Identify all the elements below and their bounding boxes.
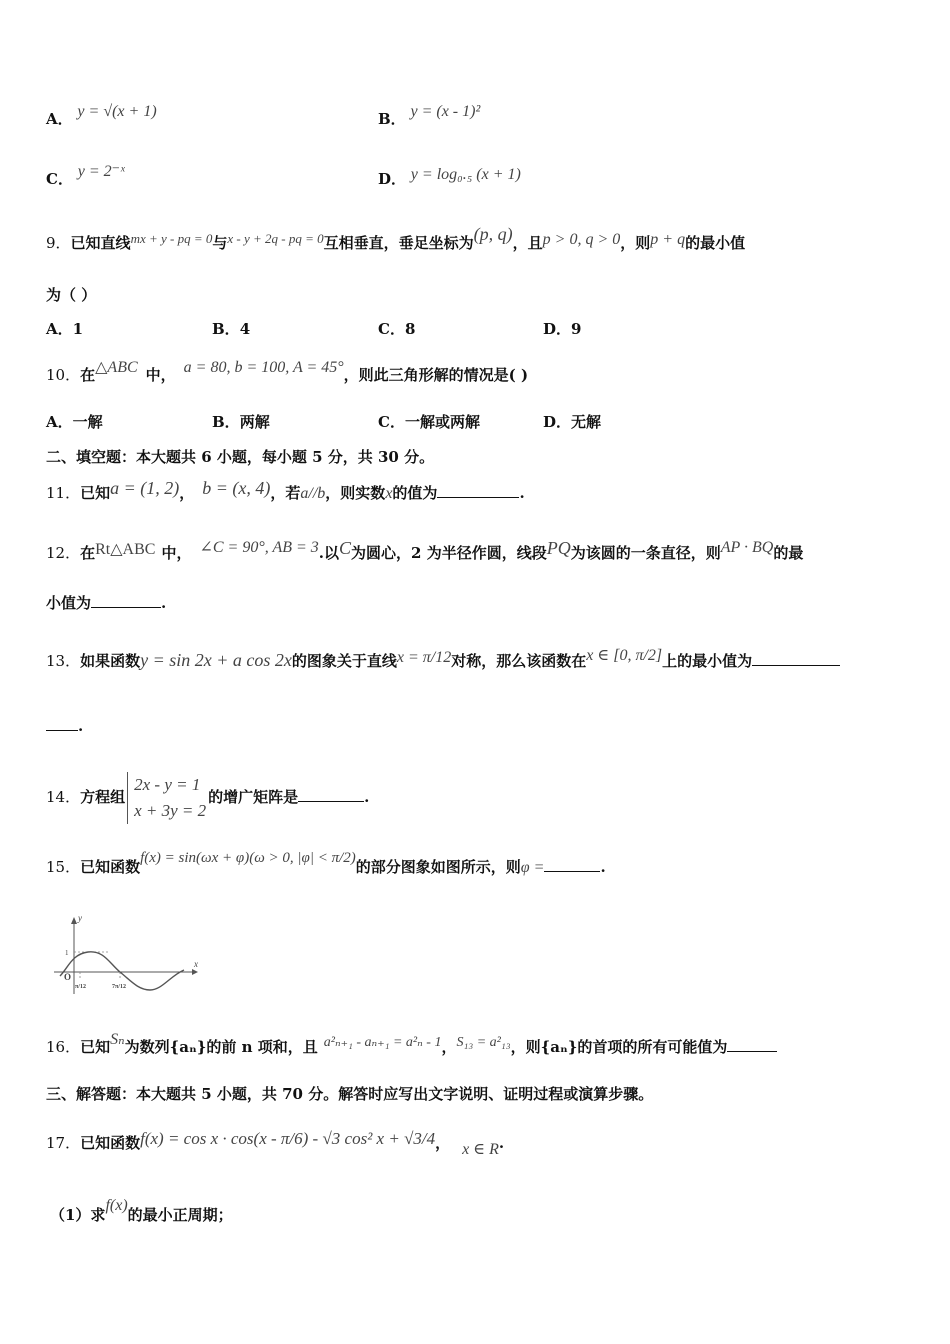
q13-text: 的图象关于直线 (291, 652, 397, 670)
math-expr: S₁₃ = a²₁₃ (456, 1035, 511, 1050)
answer-blank[interactable] (437, 483, 519, 498)
q9-text: 与 (212, 234, 228, 252)
q13-text: 如果函数 (80, 652, 141, 670)
equation-row: x + 3y = 2 (134, 801, 207, 820)
q9-option-d (543, 318, 581, 339)
math-expr: p + q (650, 231, 686, 248)
q12-text: 为圆心，2 为半径作圆，线段 (351, 544, 547, 562)
math-expr: f(x) (105, 1197, 128, 1214)
x-tick-label: 7π/12 (112, 984, 126, 990)
q11-text: 已知 (80, 484, 111, 502)
math-expr: f(x) = cos x · cos(x - π/6) - √3 cos² x + √3/4 (140, 1129, 436, 1148)
question-14 (46, 772, 369, 824)
q17-text: ， (435, 1134, 451, 1152)
question-number: 13． (46, 652, 81, 670)
option-label: C． (46, 170, 73, 188)
option-value: 一解 (72, 413, 103, 431)
q12-text: .以 (318, 544, 340, 562)
q17-text: . (498, 1134, 505, 1152)
q10-option-d (543, 411, 601, 432)
q10-text: 中， (145, 366, 176, 384)
q15-text: 已知函数 (80, 858, 141, 876)
q16-text: 为数列{aₙ}的前 n 项和，且 (124, 1038, 318, 1056)
q11-text: 的值为 (392, 484, 438, 502)
q14-text: 的增广矩阵是 (208, 788, 299, 806)
q17-1-text: 的最小正周期； (127, 1206, 233, 1224)
math-expr: x (385, 485, 393, 502)
option-value: 一解或两解 (404, 413, 480, 431)
math-expr: a²ₙ₊₁ - aₙ₊₁ = a²ₙ - 1 (323, 1035, 442, 1050)
q10-option-a (46, 411, 103, 432)
question-number: 12． (46, 544, 81, 562)
q9-text: 互相垂直，垂足坐标为 (323, 234, 474, 252)
question-11 (46, 478, 525, 503)
answer-blank[interactable] (91, 593, 161, 608)
option-label: D． (543, 320, 572, 338)
y-axis-label: y (78, 914, 82, 923)
section-heading: 二、填空题：本大题共 6 小题，每小题 5 分，共 30 分。 (46, 448, 435, 466)
q15-text: 的部分图象如图所示，则 (355, 858, 521, 876)
math-expr: p > 0, q > 0 (542, 231, 621, 248)
q8-option-c (46, 163, 125, 189)
option-label: B． (212, 413, 240, 431)
answer-blank[interactable] (298, 787, 364, 802)
math-expr: C (339, 538, 352, 558)
sine-graph (50, 914, 210, 998)
option-label: D． (378, 170, 407, 188)
q13-text: 上的最小值为 (662, 652, 753, 670)
q12-line2 (46, 592, 166, 613)
option-value: 9 (571, 320, 582, 338)
option-label: A． (46, 320, 73, 338)
question-15 (46, 850, 606, 877)
math-expr: a = 80, b = 100, A = 45° (183, 359, 344, 376)
question-number: 16． (46, 1038, 81, 1056)
equation-system (127, 772, 206, 824)
math-expr: △ABC (95, 359, 138, 376)
option-value: 8 (404, 320, 416, 338)
math-expr: x = π/12 (396, 649, 452, 666)
q16-text: 已知 (80, 1038, 111, 1056)
q10-option-c (378, 411, 480, 432)
q15-text: . (600, 858, 606, 876)
y-axis-arrow (71, 917, 77, 924)
q11-text: ，若 (270, 484, 301, 502)
question-number: 11． (46, 484, 81, 502)
q9-text: 的最小值 (685, 234, 746, 252)
q13-line2 (46, 716, 83, 735)
question-12 (46, 538, 804, 563)
math-expr: a//b (300, 485, 326, 502)
section-heading: 三、解答题：本大题共 5 小题，共 70 分。解答时应写出文字说明、证明过程或演算步骤。 (46, 1085, 654, 1103)
q10-option-b (212, 411, 270, 432)
q12-text: 为该圆的一条直径，则 (570, 544, 721, 562)
q12-text: 在 (80, 544, 96, 562)
math-expr: y = (x - 1)² (410, 103, 481, 120)
math-expr: x ∈ R (462, 1141, 499, 1158)
math-expr: ∠C = 90°, AB = 3 (199, 539, 319, 556)
answer-blank[interactable] (544, 857, 600, 872)
equation-row: 2x - y = 1 (134, 775, 201, 794)
question-number: 17． (46, 1134, 81, 1152)
math-expr: mx + y - pq = 0 (130, 231, 213, 246)
q8-option-b (378, 103, 481, 129)
q9-text: ，且 (512, 234, 543, 252)
q13-text: . (78, 717, 84, 735)
question-17 (46, 1129, 505, 1158)
question-number: 9． (46, 234, 71, 252)
math-expr: b = (x, 4) (202, 478, 271, 498)
option-value: 两解 (239, 413, 270, 431)
q9-text: ，则 (620, 234, 651, 252)
question-9 (46, 224, 746, 253)
x-tick-label: π/12 (75, 984, 86, 990)
math-expr: y = log₀.₅ (x + 1) (410, 166, 521, 183)
q14-text: . (364, 788, 370, 806)
option-label: D． (543, 413, 572, 431)
question-number: 10． (46, 366, 81, 384)
q9-option-a (46, 318, 83, 339)
math-expr: φ = (520, 859, 545, 876)
math-expr: y = √(x + 1) (77, 103, 157, 120)
q11-text: . (519, 484, 525, 502)
math-expr: AP · BQ (720, 539, 774, 556)
math-expr: f(x) = sin(ωx + φ)(ω > 0, |φ| < π/2) (140, 850, 356, 866)
math-expr: PQ (546, 538, 571, 558)
math-expr: (p, q) (473, 224, 513, 244)
answer-blank[interactable] (727, 1037, 777, 1052)
q12-text: 小值为 (46, 594, 92, 612)
q17-1-text: （1）求 (50, 1206, 106, 1224)
q17-text: 已知函数 (80, 1134, 141, 1152)
math-expr: Rt△ABC (95, 541, 156, 558)
question-13 (46, 647, 840, 671)
option-label: A． (46, 110, 73, 128)
x-axis-arrow (192, 969, 198, 975)
option-value: 4 (239, 320, 251, 338)
y-tick-label: 1 (65, 949, 69, 957)
answer-blank[interactable] (46, 716, 78, 731)
q9-line2: 为（ ） (46, 286, 97, 304)
q8-option-d (378, 168, 521, 189)
math-expr: a = (1, 2) (110, 478, 180, 498)
q10-text: ，则此三角形解的情况是( ) (343, 366, 529, 384)
question-10 (46, 359, 529, 385)
math-expr: x ∈ [0, π/2] (586, 647, 663, 664)
x-axis-label: x (194, 959, 198, 969)
q12-text: 中， (161, 544, 192, 562)
q11-text: ， (179, 484, 195, 502)
question-16 (46, 1031, 777, 1057)
question-number: 15． (46, 858, 81, 876)
q16-text: ，则{aₙ}的首项的所有可能值为 (510, 1038, 728, 1056)
option-value: 无解 (571, 413, 602, 431)
q17-part-1 (50, 1197, 233, 1225)
option-value: 1 (72, 320, 84, 338)
math-expr: y = 2⁻ˣ (77, 163, 125, 180)
math-expr: Sₙ (110, 1031, 125, 1048)
q9-option-c (378, 318, 415, 339)
q12-text: . (161, 594, 167, 612)
math-expr: y = sin 2x + a cos 2x (140, 650, 292, 670)
question-number: 14． (46, 788, 81, 806)
q11-text: ，则实数 (325, 484, 386, 502)
q14-text: 方程组 (80, 788, 126, 806)
q9-option-b (212, 318, 250, 339)
option-label: C． (378, 413, 405, 431)
q12-text: 的最 (773, 544, 804, 562)
answer-blank[interactable] (752, 651, 840, 666)
q9-text: 已知直线 (70, 234, 131, 252)
option-label: B． (378, 110, 406, 128)
math-expr: x - y + 2q - pq = 0 (227, 231, 324, 246)
origin-label: O (64, 972, 72, 982)
q8-option-a (46, 103, 157, 129)
q16-text: ， (441, 1038, 457, 1056)
option-label: C． (378, 320, 405, 338)
option-label: A． (46, 413, 73, 431)
q10-text: 在 (80, 366, 96, 384)
q13-text: 对称，那么该函数在 (451, 652, 587, 670)
option-label: B． (212, 320, 240, 338)
